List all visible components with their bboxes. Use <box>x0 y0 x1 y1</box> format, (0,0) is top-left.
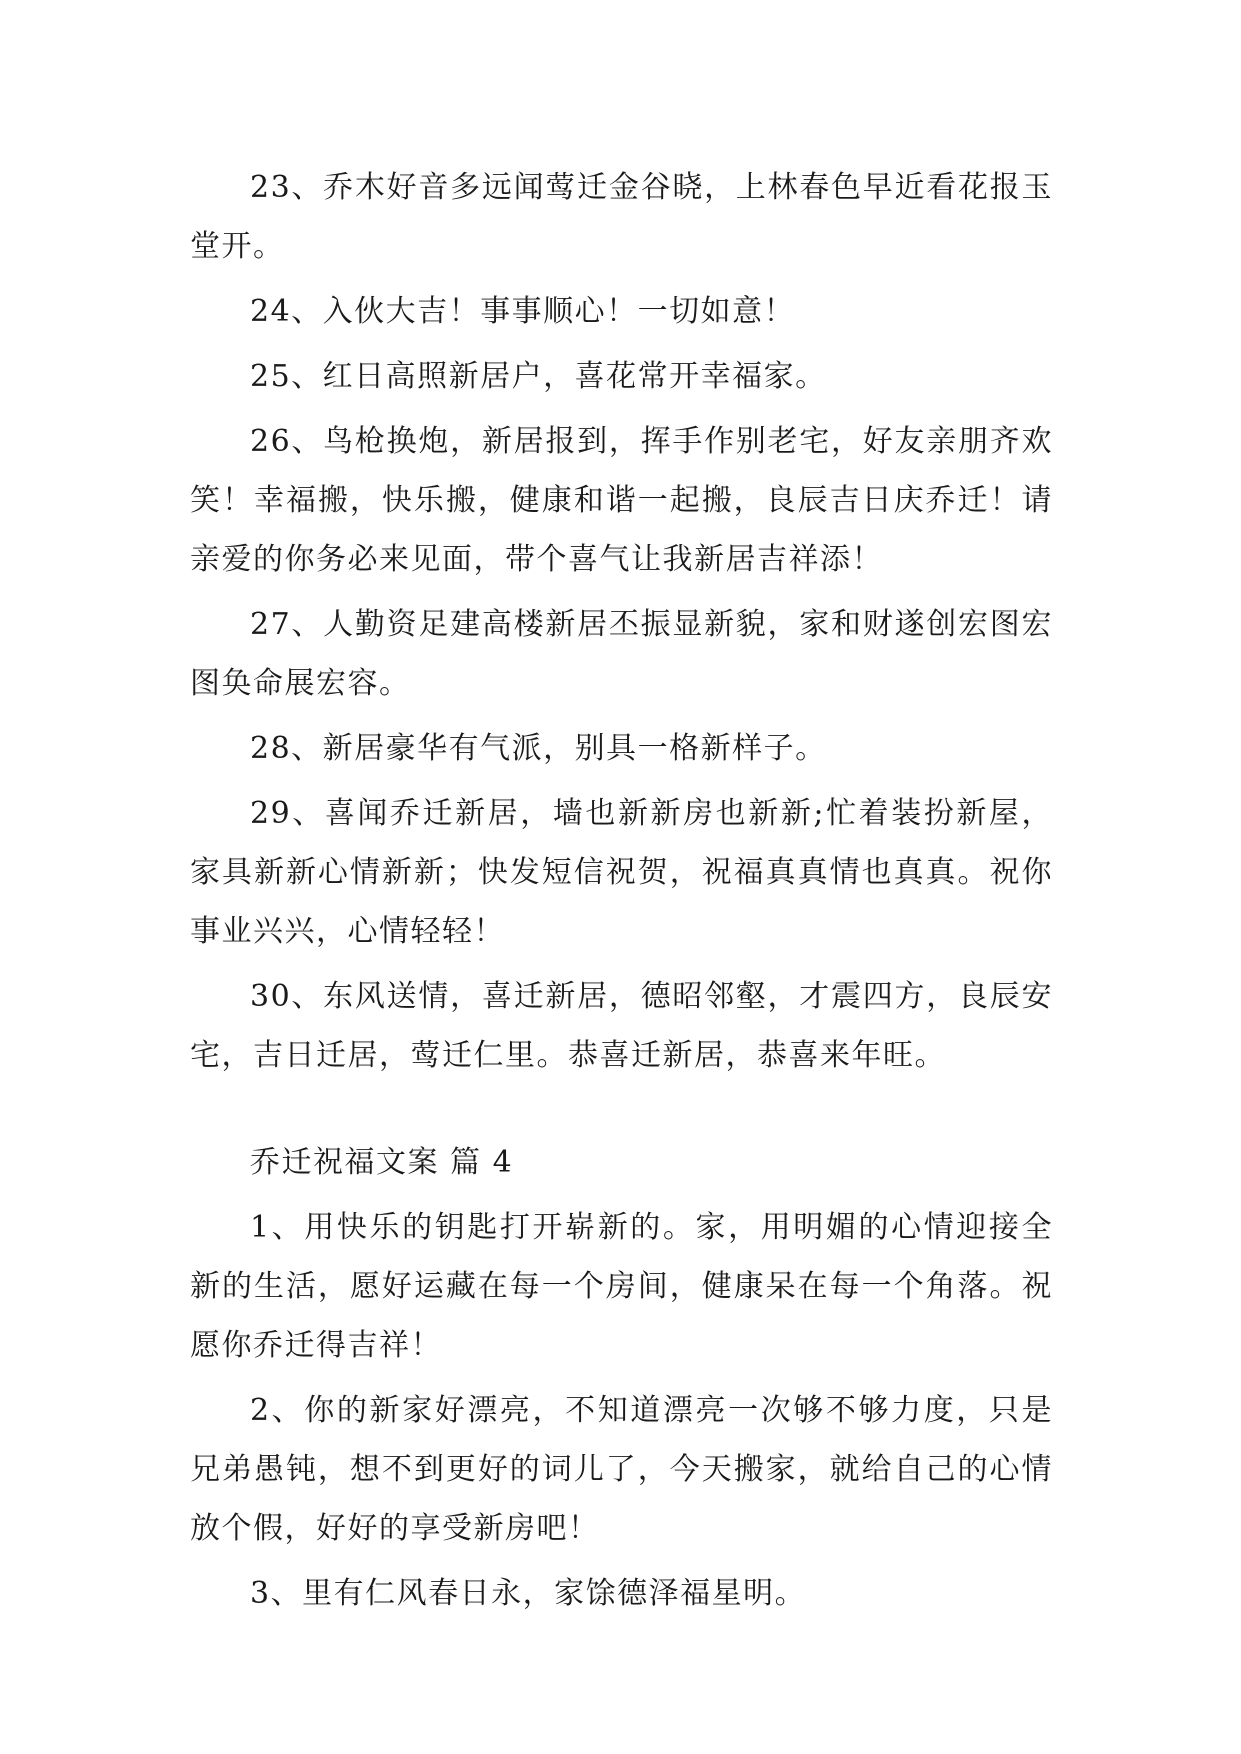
list-item: 26、鸟枪换炮，新居报到，挥手作别老宅，好友亲朋齐欢笑！幸福搬，快乐搬，健康和谐一起搬，良辰吉日庆乔迁！请亲爱的你务必来见面，带个喜气让我新居吉祥添！ <box>190 424 1053 577</box>
list-item: 23、乔木好音多远闻莺迁金谷晓，上林春色早近看花报玉堂开。 <box>190 170 1053 264</box>
list-item: 24、入伙大吉！事事顺心！一切如意！ <box>250 294 796 329</box>
document-body <box>190 158 1053 1629</box>
list-item: 28、新居豪华有气派，别具一格新样子。 <box>250 731 827 766</box>
list-item: 2、你的新家好漂亮，不知道漂亮一次够不够力度，只是兄弟愚钝，想不到更好的词儿了，今天搬家，就给自己的心情放个假，好好的享受新房吧！ <box>190 1393 1053 1546</box>
list-item: 29、喜闻乔迁新居，墙也新新房也新新;忙着装扮新屋，家具新新心情新新；快发短信祝贺，祝福真真情也真真。祝你事业兴兴，心情轻轻！ <box>190 796 1053 949</box>
list-item: 30、东风送情，喜迁新居，德昭邻壑，才震四方，良辰安宅，吉日迁居，莺迁仁里。恭喜迁新居，恭喜来年旺。 <box>190 979 1053 1073</box>
list-item: 1、用快乐的钥匙打开崭新的。家，用明媚的心情迎接全新的生活，愿好运藏在每一个房间，健康呆在每一个角落。祝愿你乔迁得吉祥！ <box>190 1210 1053 1363</box>
list-item: 3、里有仁风春日永，家馀德泽福星明。 <box>250 1576 807 1611</box>
list-item: 27、人勤资足建高楼新居丕振显新貌，家和财遂创宏图宏图奂命展宏容。 <box>190 607 1053 701</box>
list-item: 25、红日高照新居户，喜花常开幸福家。 <box>250 359 827 394</box>
section-title: 乔迁祝福文案 篇 4 <box>250 1145 514 1180</box>
